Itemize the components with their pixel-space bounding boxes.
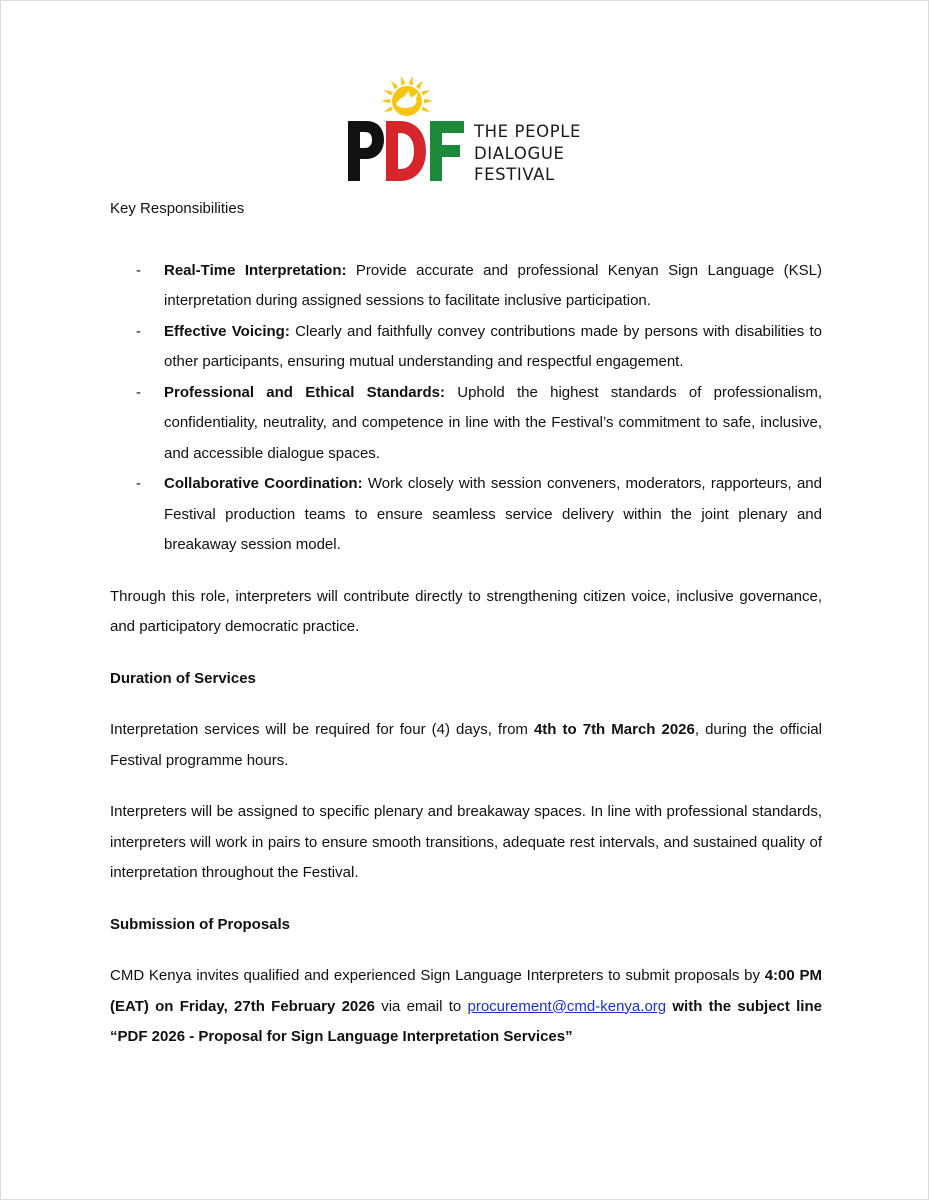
festival-name [474,121,581,186]
list-dash: - [136,475,141,492]
submission-paragraph [110,961,822,1053]
duration-paragraph [110,715,822,776]
submission-deadline: 4:00 PM (EAT) on Friday, 27th February 2026 [110,967,822,1015]
sun-ray-icon [421,106,430,112]
festival-name-line-2: DIALOGUE [474,143,565,163]
submission-heading: Submission of Proposals [110,915,291,933]
list-item [110,469,822,561]
list-item [110,317,822,378]
role-summary-paragraph: Through this role, interpreters will contribute directly to strengthening citizen voice, inclusive governance, and participatory democratic practice. [110,587,822,635]
key-responsibilities-heading: Key Responsibilities [110,200,245,217]
item-title: Real-Time Interpretation: [164,261,347,279]
submission-text-start: CMD Kenya invites qualified and experienced Sign Language Interpreters to submit proposals by [110,967,765,984]
item-text: Uphold the highest standards of professionalism, confidentiality, neutrality, and competence in line with the Festival’s commitment to safe, inclusive, and accessible dialogue spaces. [164,383,822,462]
list-item [110,256,822,317]
submission-subject-line: with the subject line “PDF 2026 - Proposal for Sign Language Interpretation Services” [110,997,822,1045]
festival-name-line-3: FESTIVAL [474,165,555,184]
list-dash: - [136,322,141,340]
sun-ray-icon [424,99,433,103]
item-text: Clearly and faithfully convey contributions made by persons with disabilities to other participants, ensuring mutual understanding and respectful engagement. [164,322,822,370]
interpreter-assignment-paragraph: Interpreters will be assigned to specific plenary and breakaway spaces. In line with professional standards, interpreters will work in pairs to ensure smooth transitions, adequate rest intervals, and sustained quality of interpretation throughout the Festival. [110,803,822,881]
sun-ray-icon [421,90,430,96]
sun-ray-icon [391,81,398,90]
festival-name-line-1: THE PEOPLE [474,122,582,141]
sun-ray-icon [381,99,390,103]
item-title: Collaborative Coordination: [164,475,363,492]
sun-ray-icon [384,90,393,96]
item-title: Professional and Ethical Standards: [164,383,445,401]
duration-dates: 4th to 7th March 2026 [533,721,695,738]
responsibilities-list [110,256,822,561]
item-text: Provide accurate and professional Kenyan Sign Language (KSL) interpretation during assigned sessions to facilitate inclusive participation. [164,261,822,309]
duration-text-start: Interpretation services will be required for four (4) days, from [110,721,534,738]
sun-ray-icon [384,106,393,112]
list-item [110,378,822,470]
list-dash: - [136,261,141,279]
duration-heading: Duration of Services [110,669,256,687]
sun-ray-icon [416,81,423,90]
list-dash: - [136,383,141,401]
festival-logo [346,75,596,187]
procurement-email-link[interactable]: procurement@cmd-kenya.org [467,997,667,1015]
duration-text-end: , during the official Festival programme hours. [110,721,822,769]
item-title: Effective Voicing: [164,322,290,340]
sun-ray-icon [409,76,413,85]
pdf-sun-logo-icon [346,75,476,187]
sun-ray-icon [401,76,405,85]
document-body [110,194,822,1053]
item-text: Work closely with session conveners, moderators, rapporteurs, and Festival production teams to ensure seamless service delivery within the joint plenary and breakaway session model. [164,475,822,553]
submission-via: via email to [374,997,468,1015]
